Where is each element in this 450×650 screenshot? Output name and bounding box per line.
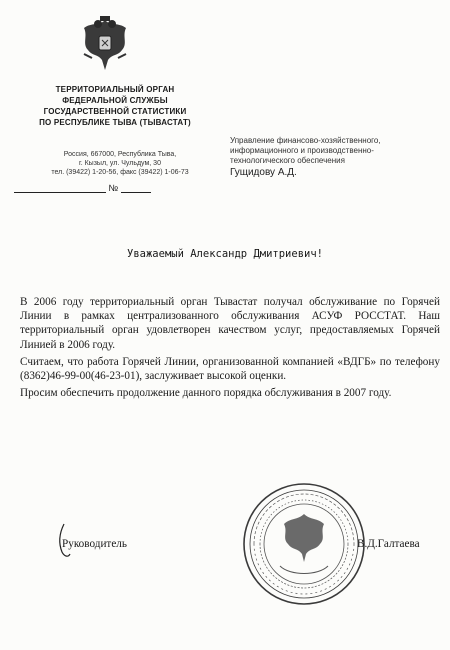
body-paragraph: Просим обеспечить продолжение данного порядка обслуживания в 2007 году. [20, 387, 392, 400]
recipient-line: Управление финансово-хозяйственного, [230, 136, 381, 145]
address-line: тел. (39422) 1-20-56, факс (39422) 1-06-73 [51, 169, 189, 176]
address-line: г. Кызыл, ул. Чульдум, 30 [79, 160, 161, 167]
number-blank [121, 184, 151, 193]
signatory-name: В.Д.Галтаева [357, 538, 420, 550]
org-line: ГОСУДАРСТВЕННОЙ СТАТИСТИКИ [43, 107, 187, 116]
org-line: ФЕДЕРАЛЬНОЙ СЛУЖБЫ [62, 96, 168, 105]
org-line: ПО РЕСПУБЛИКЕ ТЫВА (ТЫВАСТАТ) [39, 118, 191, 127]
number-sign: № [108, 183, 119, 193]
recipient-block [230, 136, 440, 178]
body-paragraph: Считаем, что работа Горячей Линии, организованной компанией «ВДГБ» по телефону (8362)46-99-00(46-23-01), заслуживает высокой оценки. [20, 355, 440, 383]
recipient-line: технологического обеспечения [230, 156, 345, 165]
address-line: Россия, 667000, Республика Тыва, [63, 151, 177, 158]
date-blank [14, 184, 106, 193]
letter-body [20, 295, 440, 403]
recipient-line: информационного и производственно- [230, 146, 374, 155]
signatory-role: Руководитель [62, 538, 127, 550]
registration-number-line [14, 183, 214, 193]
greeting: Уважаемый Александр Дмитриевич! [127, 248, 323, 260]
organization-address [20, 150, 220, 177]
body-paragraph: В 2006 году территориальный орган Тывастат получал обслуживание по Горячей Линии в рамках централизованного обслуживания АСУФ РОССТАТ. Наш территориальный орган удовлетворен качеством услуг, предоставляемых Горячей Линией в 2006 году. [20, 296, 440, 351]
org-line: ТЕРРИТОРИАЛЬНЫЙ ОРГАН [55, 85, 175, 94]
recipient-name: Гущидову А.Д. [230, 167, 297, 178]
official-round-stamp [240, 480, 368, 608]
coat-of-arms-emblem [78, 14, 132, 74]
organization-name [20, 84, 210, 128]
